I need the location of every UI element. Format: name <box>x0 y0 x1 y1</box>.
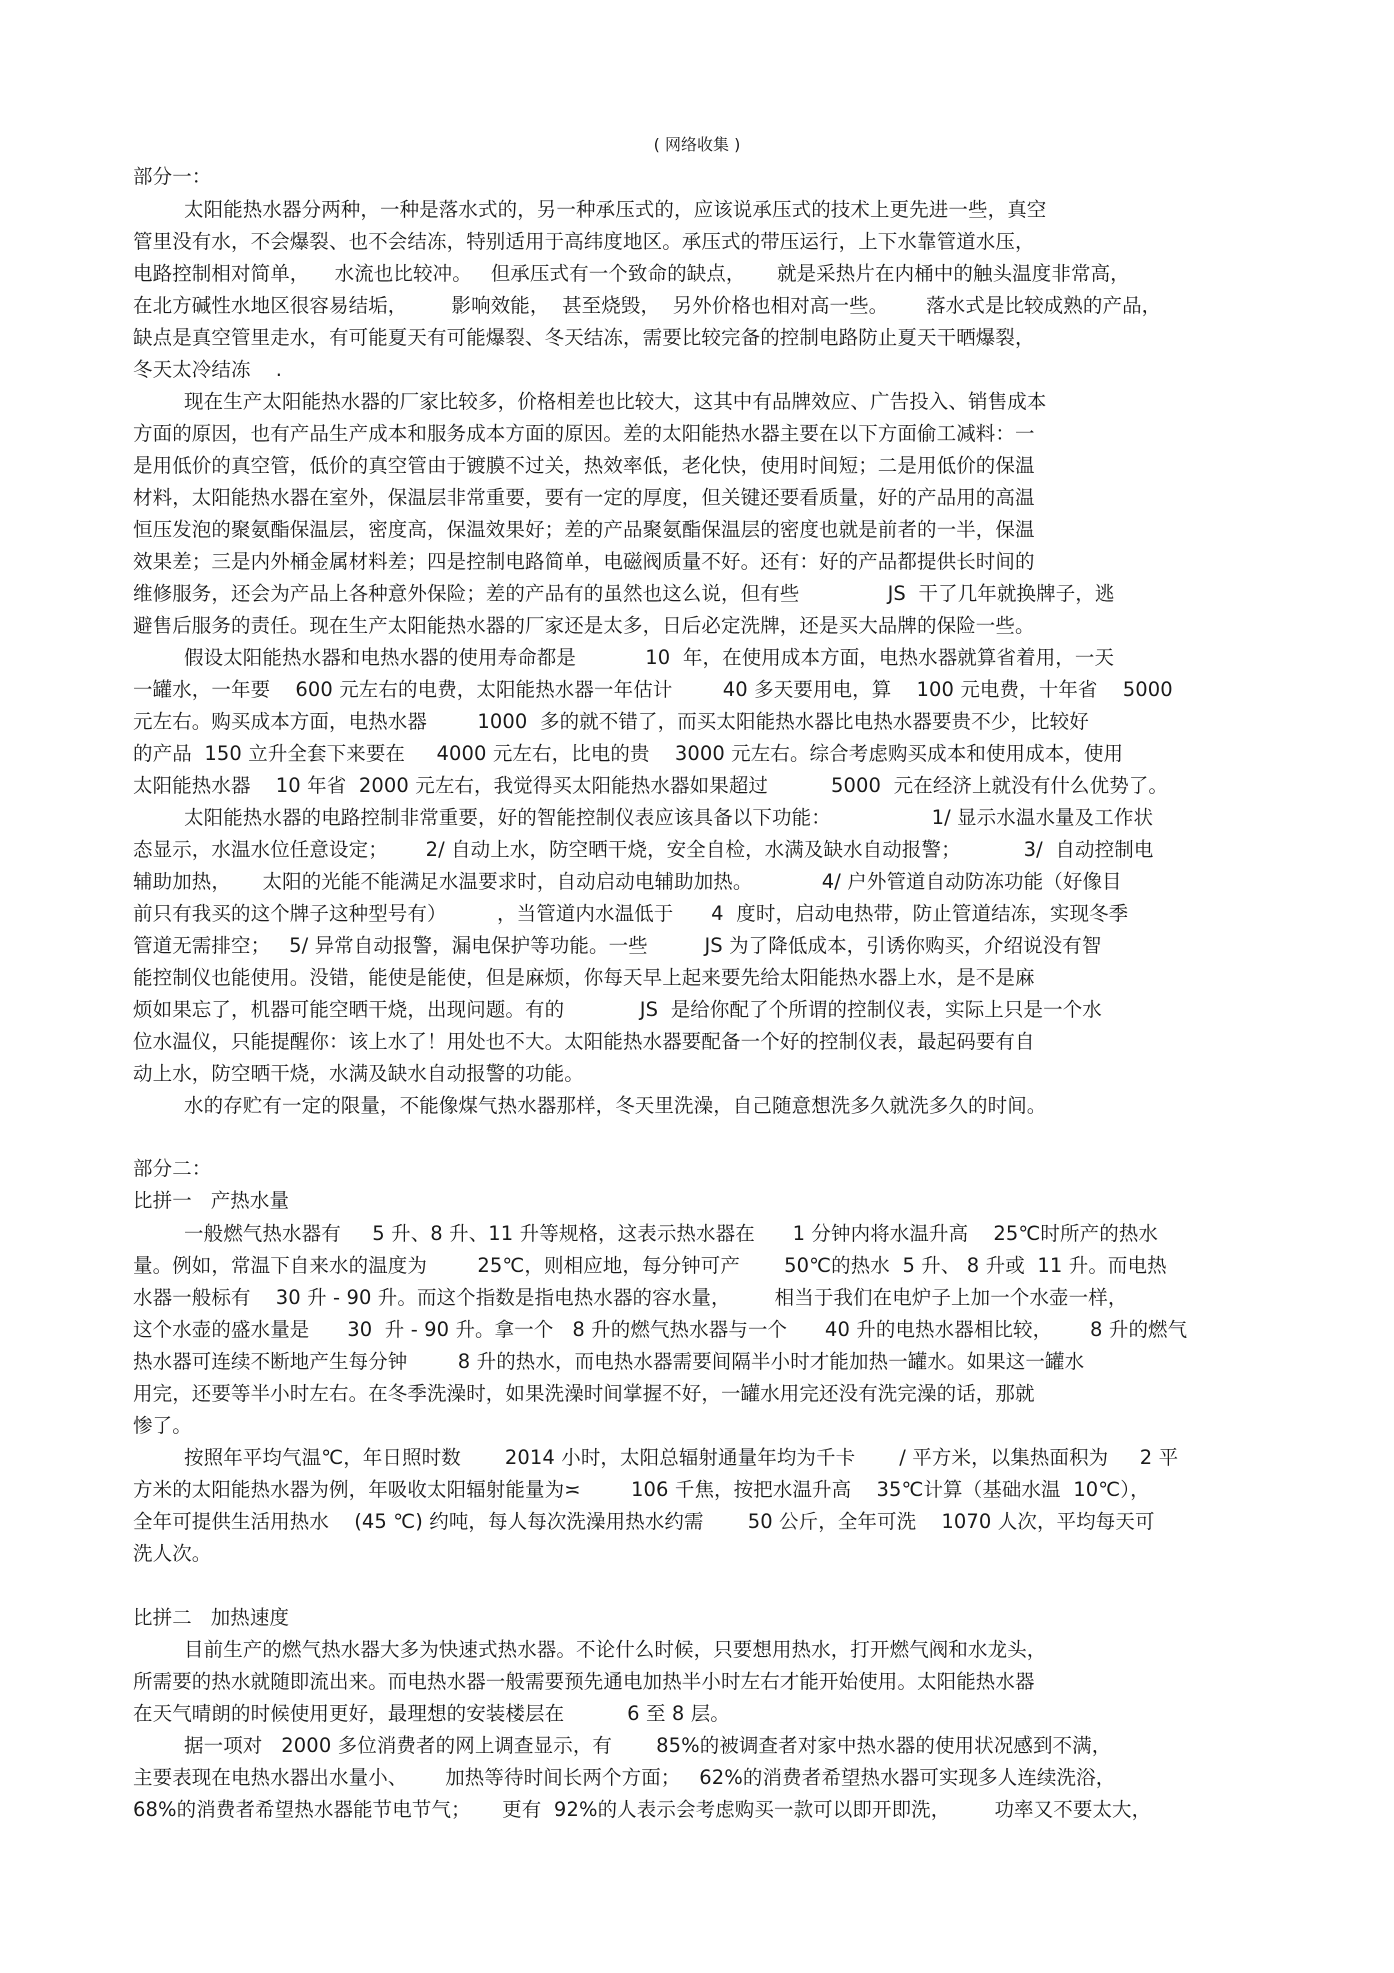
paragraph-line: 水的存贮有一定的限量，不能像煤气热水器那样，冬天里洗澡，自己随意想洗多久就洗多久的时间。 <box>184 1094 1047 1117</box>
paragraph-line: 电路控制相对简单， 水流也比较冲。 但承压式有一个致命的缺点， 就是采热片在内桶中的触头温度非常高， <box>133 262 1130 285</box>
paragraph-line: 洗人次。 <box>133 1542 212 1565</box>
paragraph-line: 一般燃气热水器有 5 升、8 升、11 升等规格，这表示热水器在 1 分钟内将水温升高 25℃时所产的热水 <box>184 1222 1159 1245</box>
paragraph-line: 所需要的热水就随即流出来。而电热水器一般需要预先通电加热半小时左右才能开始使用。太阳能热水器 <box>133 1670 1035 1693</box>
paragraph-line: 维修服务，还会为产品上各种意外保险；差的产品有的虽然也这么说，但有些 JS 干了几年就换牌子，逃 <box>133 582 1115 605</box>
paragraph-line: 方米的太阳能热水器为例，年吸收太阳辐射能量为≍ 106 千焦，按把水温升高 35℃计算（基础水温 10℃）， <box>133 1478 1150 1501</box>
paragraph-line: 水器一般标有 30 升 - 90 升。而这个指数是指电热水器的容水量， 相当于我们在电炉子上加一个水壶一样， <box>133 1286 1128 1309</box>
paragraph-line: 前只有我买的这个牌子这种型号有） ，当管道内水温低于 4 度时，启动电热带，防止管道结冻，实现冬季 <box>133 902 1129 925</box>
source-note: ( 网络收集 ) <box>653 135 741 154</box>
paragraph-line: 辅助加热， 太阳的光能不能满足水温要求时，自动启动电辅助加热。 4/ 户外管道自动防冻功能（好像目 <box>133 870 1122 893</box>
paragraph-line: 缺点是真空管里走水，有可能夏天有可能爆裂、冬天结冻，需要比较完备的控制电路防止夏天干晒爆裂， <box>133 326 1035 349</box>
paragraph-line: 这个水壶的盛水量是 30 升 - 90 升。拿一个 8 升的燃气热水器与一个 40 升的电热水器相比较， 8 升的燃气 <box>133 1318 1188 1341</box>
paragraph-line: 管里没有水，不会爆裂、也不会结冻，特别适用于高纬度地区。承压式的带压运行，上下水靠管道水压， <box>133 230 1035 253</box>
paragraph-line: 一罐水，一年要 600 元左右的电费，太阳能热水器一年估计 40 多天要用电，算 100 元电费，十年省 5000 <box>133 678 1173 701</box>
paragraph-line: 在北方碱性水地区很容易结垢， 影响效能， 甚至烧毁， 另外价格也相对高一些。 落水式是比较成熟的产品， <box>133 294 1162 317</box>
paragraph-line: 现在生产太阳能热水器的厂家比较多，价格相差也比较大，这其中有品牌效应、广告投入、销售成本 <box>184 390 1047 413</box>
paragraph-line: 态显示，水温水位任意设定； 2/ 自动上水，防空晒干烧，安全自检，水满及缺水自动报警； 3/ 自动控制电 <box>133 838 1154 861</box>
paragraph-line: 恒压发泡的聚氨酯保温层，密度高，保温效果好；差的产品聚氨酯保温层的密度也就是前者的一半，保温 <box>133 518 1035 541</box>
subsection-heading: 比拼二 加热速度 <box>133 1606 290 1629</box>
paragraph-line: 惨了。 <box>133 1414 192 1437</box>
paragraph-line: 用完，还要等半小时左右。在冬季洗澡时，如果洗澡时间掌握不好，一罐水用完还没有洗完澡的话，那就 <box>133 1382 1035 1405</box>
paragraph-line: 位水温仪，只能提醒你：该上水了！用处也不大。太阳能热水器要配备一个好的控制仪表，最起码要有自 <box>133 1030 1035 1053</box>
paragraph-line: 元左右。购买成本方面，电热水器 1000 多的就不错了，而买太阳能热水器比电热水器要贵不少，比较好 <box>133 710 1089 733</box>
paragraph-line: 据一项对 2000 多位消费者的网上调查显示，有 85%的被调查者对家中热水器的使用状况感到不满， <box>184 1734 1112 1757</box>
paragraph-line: 假设太阳能热水器和电热水器的使用寿命都是 10 年，在使用成本方面，电热水器就算省着用，一天 <box>184 646 1115 669</box>
paragraph-line: 目前生产的燃气热水器大多为快速式热水器。不论什么时候，只要想用热水，打开燃气阀和水龙头， <box>184 1638 1047 1661</box>
paragraph-line: 冬天太冷结冻 . <box>133 358 283 381</box>
paragraph-line: 量。例如，常温下自来水的温度为 25℃，则相应地，每分钟可产 50℃的热水 5 升、 8 升或 11 升。而电热 <box>133 1254 1167 1277</box>
paragraph-line: 68%的消费者希望热水器能节电节气； 更有 92%的人表示会考虑购买一款可以即开即洗， 功率又不要太大， <box>133 1798 1152 1821</box>
paragraph-line: 烦如果忘了，机器可能空晒干烧，出现问题。有的 JS 是给你配了个所谓的控制仪表，实际上只是一个水 <box>133 998 1102 1021</box>
paragraph-line: 效果差；三是内外桶金属材料差；四是控制电路简单，电磁阀质量不好。还有：好的产品都提供长时间的 <box>133 550 1035 573</box>
paragraph-line: 太阳能热水器分两种，一种是落水式的，另一种承压式的，应该说承压式的技术上更先进一些，真空 <box>184 198 1047 221</box>
paragraph-line: 能控制仪也能使用。没错，能使是能使，但是麻烦，你每天早上起来要先给太阳能热水器上水，是不是麻 <box>133 966 1035 989</box>
paragraph-line: 按照年平均气温℃，年日照时数 2014 小时，太阳总辐射通量年均为千卡 / 平方米，以集热面积为 2 平 <box>184 1446 1179 1469</box>
subsection-heading: 比拼一 产热水量 <box>133 1189 290 1212</box>
paragraph-line: 是用低价的真空管，低价的真空管由于镀膜不过关，热效率低，老化快，使用时间短；二是用低价的保温 <box>133 454 1035 477</box>
section-heading-part2: 部分二： <box>133 1157 212 1180</box>
paragraph-line: 管道无需排空； 5/ 异常自动报警，漏电保护等功能。一些 JS 为了降低成本，引诱你购买，介绍说没有智 <box>133 934 1102 957</box>
section-heading-part1: 部分一： <box>133 165 212 188</box>
paragraph-line: 方面的原因，也有产品生产成本和服务成本方面的原因。差的太阳能热水器主要在以下方面偷工减料：一 <box>133 422 1035 445</box>
paragraph-line: 热水器可连续不断地产生每分钟 8 升的热水，而电热水器需要间隔半小时才能加热一罐水。如果这一罐水 <box>133 1350 1085 1373</box>
paragraph-line: 太阳能热水器的电路控制非常重要，好的智能控制仪表应该具备以下功能： 1/ 显示水温水量及工作状 <box>184 806 1154 829</box>
paragraph-line: 的产品 150 立升全套下来要在 4000 元左右，比电的贵 3000 元左右。综合考虑购买成本和使用成本，使用 <box>133 742 1124 765</box>
paragraph-line: 主要表现在电热水器出水量小、 加热等待时间长两个方面； 62%的消费者希望热水器可实现多人连续洗浴， <box>133 1766 1116 1789</box>
paragraph-line: 全年可提供生活用热水 (45 ℃) 约吨，每人每次洗澡用热水约需 50 公斤，全年可洗 1070 人次，平均每天可 <box>133 1510 1155 1533</box>
paragraph-line: 在天气晴朗的时候使用更好，最理想的安装楼层在 6 至 8 层。 <box>133 1702 730 1725</box>
paragraph-line: 太阳能热水器 10 年省 2000 元左右，我觉得买太阳能热水器如果超过 5000 元在经济上就没有什么优势了。 <box>133 774 1169 797</box>
paragraph-line: 避售后服务的责任。现在生产太阳能热水器的厂家还是太多，日后必定洗牌，还是买大品牌的保险一些。 <box>133 614 1035 637</box>
paragraph-line: 材料，太阳能热水器在室外，保温层非常重要，要有一定的厚度，但关键还要看质量，好的产品用的高温 <box>133 486 1035 509</box>
paragraph-line: 动上水，防空晒干烧，水满及缺水自动报警的功能。 <box>133 1062 584 1085</box>
